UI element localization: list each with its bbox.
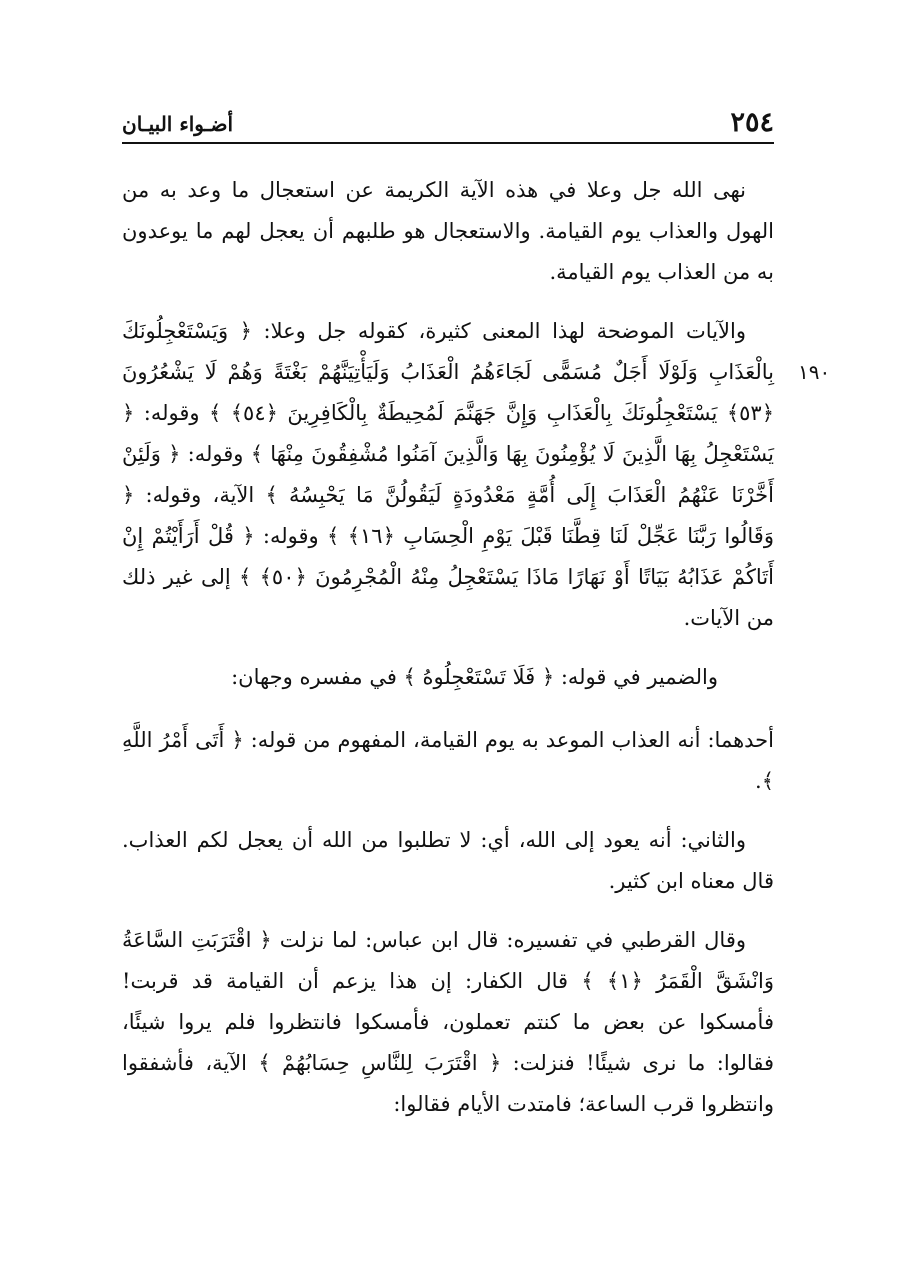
page-header — [122, 98, 774, 144]
running-title: أضـواء البيـان — [122, 112, 234, 136]
paragraph-2-text: والآيات الموضحة لهذا المعنى كثيرة، كقوله جل وعلا: ﴿ وَيَسْتَعْجِلُونَكَ بِالْعَذَابِ وَلَوْلَا أَجَلٌ مُسَمًّى لَجَاءَهُمُ الْعَذَابُ وَلَيَأْتِيَنَّهُمْ بَغْتَةً وَهُمْ لَا يَشْعُرُونَ ﴿٥٣﴾ يَسْتَعْجِلُونَكَ بِالْعَذَابِ وَإِنَّ جَهَنَّمَ لَمُحِيطَةٌ بِالْكَافِرِينَ ﴿٥٤﴾ ﴾ وقوله: ﴿ يَسْتَعْجِلُ بِهَا الَّذِينَ لَا يُؤْمِنُونَ بِهَا وَالَّذِينَ آمَنُوا مُشْفِقُونَ مِنْهَا ﴾ وقوله: ﴿ وَلَئِنْ أَخَّرْنَا عَنْهُمُ الْعَذَابَ إِلَى أُمَّةٍ مَعْدُودَةٍ لَيَقُولُنَّ مَا يَحْبِسُهُ ﴾ الآية، وقوله: ﴿ وَقَالُوا رَبَّنَا عَجِّلْ لَنَا قِطَّنَا قَبْلَ يَوْمِ الْحِسَابِ ﴿١٦﴾ ﴾ وقوله: ﴿ قُلْ أَرَأَيْتُمْ إِنْ أَتَاكُمْ عَذَابُهُ بَيَاتًا أَوْ نَهَارًا مَاذَا يَسْتَعْجِلُ مِنْهُ الْمُجْرِمُونَ ﴿٥٠﴾ ﴾ إلى غير ذلك من الآيات. — [122, 319, 774, 630]
paragraph-5-text: والثاني: أنه يعود إلى الله، أي: لا تطلبوا من الله أن يعجل لكم العذاب. قال معناه ابن كثير. — [122, 828, 774, 893]
paragraph-4 — [122, 720, 774, 802]
paragraph-6 — [122, 920, 774, 1125]
page-number: ٢٥٤ — [730, 107, 774, 138]
paragraph-1 — [122, 170, 774, 293]
margin-page-reference: ١٩٠ — [798, 360, 831, 384]
paragraph-1-text: نهى الله جل وعلا في هذه الآية الكريمة عن استعجال ما وعد به من الهول والعذاب يوم القيامة. والاستعجال هو طلبهم أن يعجل لهم ما يوعدون به من العذاب يوم القيامة. — [122, 178, 774, 284]
paragraph-4-text: أحدهما: أنه العذاب الموعد به يوم القيامة، المفهوم من قوله: ﴿ أَتَى أَمْرُ اللَّهِ ﴾. — [122, 728, 774, 793]
paragraph-2 — [122, 311, 774, 639]
paragraph-5 — [122, 820, 774, 902]
body-text — [122, 170, 774, 1143]
paragraph-3-text: والضمير في قوله: ﴿ فَلَا تَسْتَعْجِلُوهُ ﴾ في مفسره وجهان: — [231, 665, 718, 689]
paragraph-6-text: وقال القرطبي في تفسيره: قال ابن عباس: لما نزلت ﴿ اقْتَرَبَتِ السَّاعَةُ وَانْشَقَّ الْقَمَرُ ﴿١﴾ ﴾ قال الكفار: إن هذا يزعم أن القيامة قد قربت! فأمسكوا عن بعض ما كنتم تعملون، فأمسكوا فانتظروا فلم يروا شيئًا، فقالوا: ما نرى شيئًا! فنزلت: ﴿ اقْتَرَبَ لِلنَّاسِ حِسَابُهُمْ ﴾ الآية، فأشفقوا وانتظروا قرب الساعة؛ فامتدت الأيام فقالوا: — [122, 928, 774, 1116]
paragraph-3 — [122, 657, 774, 698]
